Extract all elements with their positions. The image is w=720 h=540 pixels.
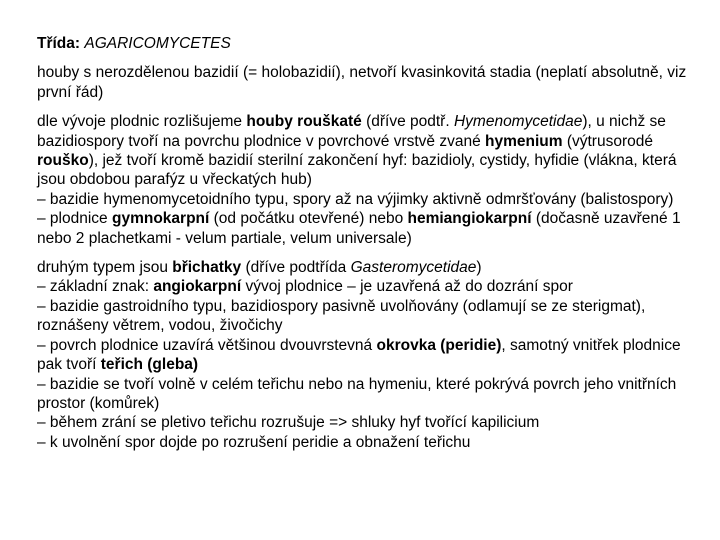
p2-text-9: (dočasně uzavřené 1 nebo 2 plachetkami - velum partiale, velum universale) [37, 210, 681, 247]
term-hemiangiokarpni: hemiangiokarpní [407, 210, 532, 228]
p2-text-5: ), jež tvoří kromě bazidií sterilní zakončení hyf: bazidioly, cystidy, hyfidie (vlákna, která jsou obdobou parafýz u vřeckatých hub) [37, 152, 677, 189]
term-rousko: rouško [37, 152, 89, 170]
p2-text-4: (výtrusorodé [562, 132, 653, 150]
p3-text-11: – k uvolnění spor dojde po rozrušení peridie a obnažení teřichu [37, 433, 471, 451]
title-label: Třída: [37, 35, 81, 52]
term-terich: teřich (gleba) [100, 356, 199, 374]
p2-text-1: dle vývoje plodnic rozlišujeme [37, 113, 247, 131]
p3-text-7: – povrch plodnice uzavírá většinou dvouvrstevná [37, 336, 377, 354]
term-angiokarpni: angiokarpní [153, 278, 242, 296]
p3-text-5: vývoj plodnice – je uzavřená až do dozrání spor [241, 278, 573, 296]
p2-text-7: – plodnice [37, 210, 112, 228]
paragraph-houby-rouskate [37, 112, 700, 248]
term-gymnokarpni: gymnokarpní [111, 210, 210, 228]
term-gasteromycetidae: Gasteromycetidae [350, 259, 477, 277]
p3-text-3: ) [476, 259, 482, 277]
p3-text-2: (dříve podtřída [241, 259, 351, 277]
term-hymenomycetidae: Hymenomycetidae [453, 113, 583, 131]
paragraph-intro [37, 63, 700, 102]
p3-text-10: – během zrání se pletivo teřichu rozrušuje => shluky hyf tvořící kapilicium [37, 414, 540, 432]
p2-text-8: (od počátku otevřené) nebo [209, 210, 408, 228]
term-houby-rouskate: houby rouškaté [246, 113, 362, 131]
p3-text-6: – bazidie gastroidního typu, bazidiospory pasivně uvolňovány (odlamují se ze sterigmat), roznášeny větrem, vodou, živočichy [37, 297, 646, 335]
page-title [37, 34, 700, 53]
p2-text-6: – bazidie hymenomycetoidního typu, spory až na výjimky aktivně odmršťovány (balistospory) [37, 190, 674, 208]
p3-text-4: – základní znak: [37, 278, 154, 296]
p3-text-8: , samotný vnitřek plodnice pak tvoří [37, 336, 681, 374]
term-brichatky: břichatky [172, 259, 242, 277]
paragraph-brichatky [37, 258, 700, 452]
p2-text-3: ), u nichž se bazidiospory tvoří na povrchu plodnice v povrchové vrstvě zvané [37, 113, 666, 150]
p2-text-2: (dříve podtř. [361, 113, 454, 131]
intro-text: houby s nerozdělenou bazidií (= holobazidií), netvoří kvasinkovitá stadia (neplatí absolutně, viz první řád) [37, 64, 687, 101]
title-value: AGARICOMYCETES [84, 35, 231, 52]
p3-text-1: druhým typem jsou [37, 259, 173, 277]
term-okrovka: okrovka (peridie) [376, 336, 502, 354]
p3-text-9: – bazidie se tvoří volně v celém teřichu nebo na hymeniu, které pokrývá povrch jeho vnitřních prostor (komůrek) [37, 375, 677, 412]
term-hymenium: hymenium [485, 132, 563, 150]
